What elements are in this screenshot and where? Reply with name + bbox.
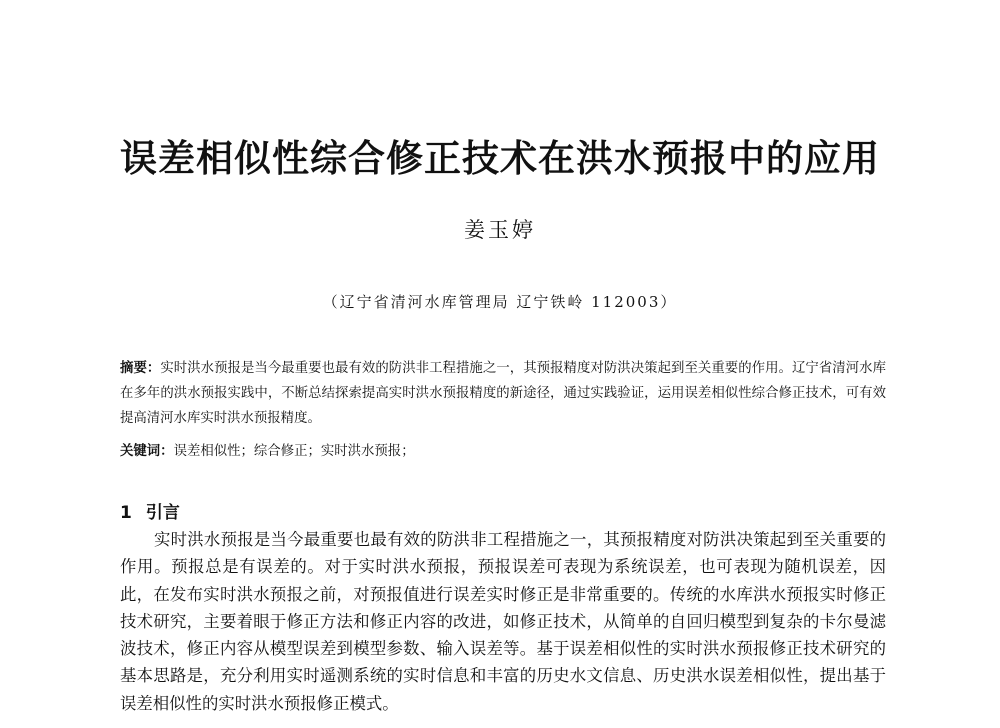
body-paragraph: 实时洪水预报是当今最重要也最有效的防洪非工程措施之一，其预报精度对防洪决策起到至关重要的作用。预报总是有误差的。对于实时洪水预报，预报误差可表现为系统误差，也可表现为随机误差，因此，在发布实时洪水预报之前，对预报值进行误差实时修正是非常重要的。传统的水库洪水预报实时修正技术研究，主要着眼于修正方法和修正内容的改进，如修正技术，从简单的自回归模型到复杂的卡尔曼滤波技术，修正内容从模型误差到模型参数、输入误差等。基于误差相似性的实时洪水预报修正技术研究的基本思路是，充分利用实时遥测系统的实时信息和丰富的历史水文信息、历史洪水误差相似性，提出基于误差相似性的实时洪水预报修正模式。 [120, 530, 886, 713]
abstract-paragraph [120, 356, 886, 431]
abstract [120, 356, 886, 431]
section-number: 1 [120, 503, 132, 523]
abstract-label: 摘要： [120, 361, 161, 376]
author-affiliation: （辽宁省清河水库管理局 辽宁铁岭 112003） [322, 293, 678, 311]
keywords-text: 误差相似性；综合修正；实时洪水预报； [173, 444, 415, 459]
section-heading [120, 498, 180, 523]
section-title: 引言 [145, 503, 180, 523]
section-body [120, 526, 886, 717]
abstract-text: 实时洪水预报是当今最重要也最有效的防洪非工程措施之一，其预报精度对防洪决策起到至关重要的作用。辽宁省清河水库在多年的洪水预报实践中，不断总结探索提高实时洪水预报精度的新途径，通过实践验证，运用误差相似性综合修正技术，可有效提高清河水库实时洪水预报精度。 [120, 361, 887, 426]
keywords-label: 关键词： [120, 444, 174, 459]
paper-title: 误差相似性综合修正技术在洪水预报中的应用 [120, 137, 880, 180]
author-name: 姜玉婷 [464, 218, 536, 242]
keywords [120, 442, 886, 462]
